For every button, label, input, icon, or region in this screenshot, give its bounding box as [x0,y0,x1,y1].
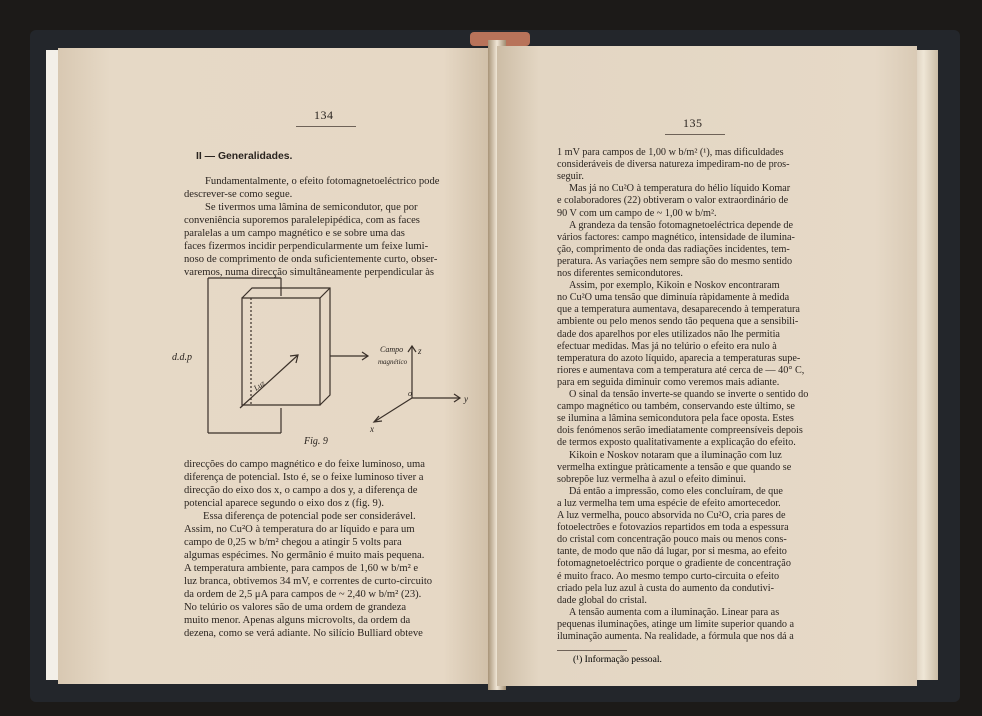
text-line: dezena, como se verá adiante. No silício Bulliard obteve [184,628,423,639]
text-line: se ilumina a lâmina semicondutora pela face oposta. Estes [557,413,794,425]
label-campo: Campo [380,345,404,354]
text-line: paralelas a um campo magnético e se sobre uma das [184,228,405,239]
text-line: a luz vermelha tem uma espécie de efeito amortecedor. [557,497,781,509]
text-line: Essa diferença de potencial pode ser considerável. [203,511,416,522]
text-line: algumas espécimes. No germânio é muito mais pequena. [184,550,425,561]
text-line: iluminação aumenta. Na realidade, a fórmula que nos dá a [557,631,794,642]
text-line: dade dos aparelhos por eles utilizados não lhe permitia [557,328,780,340]
text-line: varemos, numa direcção simultâneamente perpendicular às [184,267,435,278]
label-luz: Luz [251,378,267,393]
text-line: criado pela luz azul à custa do aumento da condutivi- [557,582,774,594]
text-line: campo magnético ou também, conservando este último, se [557,401,795,413]
text-line: direcções do campo magnético e do feixe luminoso, uma [184,459,425,470]
text-line: dade global do cristal. [557,594,647,606]
text-line: A grandeza da tensão fotomagnetoeléctrica depende de [569,219,794,231]
text-line: potencial aparece segundo o eixo dos z (fig. 9). [184,498,385,509]
text-line: Mas já no Cu²O à temperatura do hélio líquido Komar [569,183,791,195]
label-z: z [418,346,422,356]
text-line: temperatura do azoto líquido, aparecia a temperaturas supe- [557,352,801,364]
left-page [58,48,496,684]
figure-caption: Fig. 9 [304,436,328,447]
page-number: 135 [683,116,703,130]
text-line: ambiente ou pelo menos sendo tão pequena que a sensibili- [557,316,799,328]
text-line: 90 V com um campo de ~ 1,00 w b/m². [557,207,717,219]
text-line: consideráveis de diversa natureza impediram-no de pros- [557,159,790,171]
label-o: o [408,389,412,398]
figure-9-diagram [172,268,498,468]
footnote-rule [557,650,627,651]
text-line: da ordem de 2,5 μA para campos de ~ 2,40 w b/m² (23). [184,589,422,600]
text-line: noso de comprimento de onda suficientemente curto, obser- [184,254,438,265]
text-line: diferença de potencial. Isto é, se o feixe luminoso tiver a [184,472,424,483]
text-line: vermelha extingue pràticamente a tensão e que quando se [557,461,792,473]
page-number-rule [665,134,725,135]
text-line: 1 mV para campos de 1,00 w b/m² (¹), mas dificuldades [557,147,784,158]
page-edge-right [914,50,938,680]
text-line: seguir. [557,171,584,183]
text-line: ção, comprimento de onda das radiações incidentes, tem- [557,243,790,255]
text-line: no Cu²O uma tensão que diminuía ràpidamente à medida [557,292,790,304]
right-page [497,46,917,686]
label-magnetico: magnético [378,358,408,366]
text-line: nos diferentes semicondutores. [557,268,683,279]
text-line: O sinal da tensão inverte-se quando se inverte o sentido do [569,389,809,400]
text-line: A temperatura ambiente, para campos de 1,60 w b/m² e [184,563,419,574]
x-axis [374,398,412,422]
text-line: No telúrio os valores são de uma ordem de grandeza [184,602,407,613]
text-line: Assim, no Cu²O à temperatura do ar líquido e para um [184,524,415,535]
text-line: riores e aumentava com a temperatura até cerca de — 40° C, [557,364,805,376]
text-line: sobrepõe luz vermelha à azul o efeito diminui. [557,473,746,485]
page-number-rule [296,126,356,127]
text-line: que a temperatura aumentava, desaparecendo à temperatura [557,304,800,316]
text-line: Kikoin e Noskov notaram que a iluminação com luz [569,449,782,461]
text-line: é muito fraco. Ao mesmo tempo curto-circuita o efeito [557,570,780,582]
text-line: efectuar medidas. Mas já no telúrio o efeito era nulo à [557,340,777,352]
text-line: A luz vermelha, pouco absorvida no Cu²O, cria pares de [557,510,786,521]
text-line: vários factores: campo magnético, intensidade de ilumina- [557,231,795,243]
text-line: descrever-se como segue. [184,189,293,200]
text-line: luz branca, obtivemos 34 mV, e correntes de curto-circuito [184,576,433,587]
text-line: do cristal com concentração pouco mais ou menos cons- [557,534,787,546]
text-line: e colaboradores (22) obtiveram o valor extraordinário de [557,195,789,207]
text-line: fotomagnetoeléctrico porque o gradiente de concentração [557,558,791,570]
text-line: Assim, por exemplo, Kikoin e Noskov encontraram [569,280,780,292]
text-line: peratura. As variações nem sempre são do mesmo sentido [557,255,793,267]
text-line: Fundamentalmente, o efeito fotomagnetoeléctrico pode [205,176,440,187]
text-line: Se tivermos uma lâmina de semicondutor, que por [205,202,418,213]
text-line: conveniência suporemos paralelepipédica, com as faces [184,215,420,226]
text-line: dois fenómenos serão imediatamente compreensíveis depois [557,425,803,437]
page-number: 134 [314,108,334,122]
text-line: A tensão aumenta com a iluminação. Linear para as [569,606,780,618]
text-line: de termos exposto qualitativamente a explicação do efeito. [557,437,796,449]
text-line: fotoelectrões e fotovazios repartidos em toda a espessura [557,522,789,534]
section-heading: II — Generalidades. [196,151,293,162]
text-line: para em seguida diminuir como veremos mais adiante. [557,376,780,388]
text-line: faces fizermos incidir perpendicularmente um feixe lumi- [184,241,429,252]
text-line: campo de 0,25 w b/m² chegou a atingir 5 volts para [184,537,402,548]
label-y: y [464,394,468,404]
label-ddp: d.d.p [172,352,192,363]
text-line: Dá então a impressão, como eles concluíram, de que [569,485,783,497]
text-line: direcção do eixo dos x, o campo a dos y, a diferença de [184,485,418,496]
footnote: (¹) Informação pessoal. [573,654,662,665]
text-line: pequenas iluminações, atinge um limite superior quando a [557,618,795,630]
label-x: x [370,424,374,434]
light-beam-arrow [240,355,298,408]
text-line: muito menor. Apenas alguns microvolts, da ordem da [184,615,411,626]
text-line: tante, de modo que não dá lugar, por si mesma, ao efeito [557,546,787,558]
